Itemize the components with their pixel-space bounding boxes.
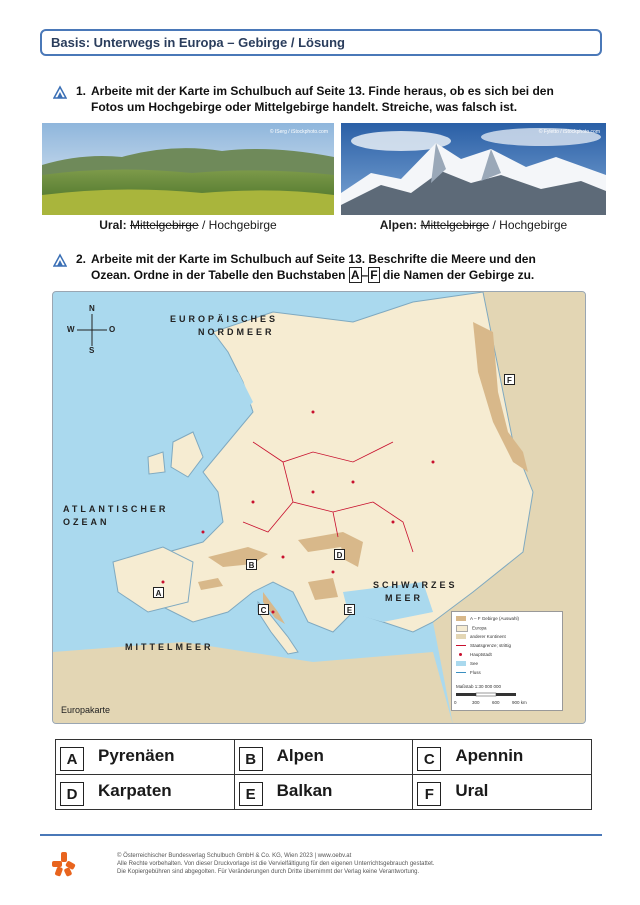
ural-landscape-image [42, 123, 334, 215]
legend-lake-label: See [470, 661, 479, 666]
map-letter-e: E [344, 604, 355, 615]
compass-south: S [89, 346, 95, 355]
legend-swatch [456, 616, 466, 621]
legend-lake [456, 661, 478, 667]
footer-line-2: Alle Rechte vorbehalten. Von dieser Druckvorlage ist die Vervielfältigung für den eigenen Unterrichtsgebrauch gestattet. [117, 861, 435, 867]
legend-mountains-label: Gebirge (Auswahl) [481, 616, 520, 621]
task-1-number: 1. [76, 84, 87, 98]
map-legend [451, 611, 563, 711]
scale-tick: 300 [472, 700, 480, 705]
legend-border [456, 643, 511, 649]
task-1-line-2: Fotos um Hochgebirge oder Mittelgebirge handelt. Streiche, was falsch ist. [91, 100, 518, 114]
label-black-sea-2: MEER [385, 593, 424, 603]
task-2-line-2-end: die Namen der Gebirge zu. [379, 268, 535, 282]
page-title: Basis: Unterwegs in Europa – Gebirge / Lösung [51, 35, 345, 50]
legend-swatch [456, 661, 466, 666]
footer-line-1: © Österreichischer Bundesverlag Schulbuch GmbH & Co. KG, Wien 2023 | www.oebv.at [117, 853, 352, 859]
scale-tick: 900 km [512, 700, 527, 705]
compass-east: O [109, 325, 116, 334]
map-letter-a: A [153, 587, 164, 598]
map-title: Europakarte [61, 705, 111, 715]
task-2-line-2-start: Ozean. Ordne in der Tabelle den Buchstaben [91, 268, 349, 282]
compass-rose [67, 304, 117, 354]
answer-cell [234, 740, 413, 775]
scale-ticks [454, 700, 554, 706]
label-mediterranean: MITTELMEER [125, 642, 214, 652]
legend-other-label: anderer Kontinent [470, 634, 506, 639]
label-atlantic-2: OZEAN [63, 517, 110, 527]
publisher-logo-icon [50, 850, 78, 878]
photo-alpen [341, 123, 606, 215]
photo-credit: © ISerg / iStockphoto.com [269, 129, 328, 135]
task-1-line-1: Arbeite mit der Karte im Schulbuch auf Seite 13. Finde heraus, ob es sich bei den [91, 84, 554, 98]
page-header [40, 29, 602, 56]
task-2-dash: – [361, 268, 369, 282]
answer-cell [56, 775, 235, 810]
pencil-task-icon [53, 253, 67, 267]
task-2-line-2 [91, 267, 534, 283]
answer-cell [56, 740, 235, 775]
answer-name: Apennin [455, 746, 524, 765]
answer-name: Pyrenäen [98, 746, 175, 765]
answer-table [55, 739, 592, 810]
answer-name: Ural [455, 781, 489, 800]
legend-swatch [459, 653, 462, 656]
caption-alpen-sep: / [489, 218, 500, 232]
answer-letter: D [60, 782, 84, 806]
compass-west: W [67, 325, 75, 334]
answer-letter: B [239, 747, 263, 771]
answer-letter: E [239, 782, 263, 806]
legend-swatch [456, 645, 466, 646]
legend-river-label: Fluss [470, 670, 481, 675]
letter-box-f: F [370, 268, 378, 282]
photo-credit: © Fyletto / iStockphoto.com [538, 129, 600, 135]
footer-text [117, 852, 435, 876]
task-2-line-1: Arbeite mit der Karte im Schulbuch auf Seite 13. Beschrifte die Meere und den [91, 252, 536, 266]
answer-letter: A [60, 747, 84, 771]
table-row [56, 775, 592, 810]
answer-letter: F [417, 782, 441, 806]
footer-divider [40, 834, 602, 836]
alps-landscape-image [341, 123, 606, 215]
map-letter-f: F [504, 374, 515, 385]
legend-capital-label: Hauptstadt [470, 652, 492, 657]
legend-other [456, 634, 506, 640]
legend-key: A – F [470, 616, 481, 621]
label-black-sea-1: SCHWARZES [373, 580, 458, 590]
scale-tick: 600 [492, 700, 500, 705]
caption-ural-name: Ural: [99, 218, 127, 232]
caption-alpen-struck: Mittelgebirge [420, 218, 490, 232]
europe-map [52, 291, 586, 724]
legend-scale: Maßstab 1:30 000 000 [456, 684, 502, 689]
map-letter-d: D [334, 549, 345, 560]
legend-mountains [456, 616, 519, 622]
label-nordmeer-1: EUROPÄISCHES [170, 314, 279, 324]
answer-letter: C [417, 747, 441, 771]
pencil-task-icon [53, 85, 67, 99]
scale-tick: 0 [454, 700, 457, 705]
label-nordmeer-2: NORDMEER [198, 327, 275, 337]
answer-name: Karpaten [98, 781, 172, 800]
legend-swatch [456, 672, 466, 673]
legend-europe [456, 625, 487, 631]
caption-ural [42, 218, 334, 232]
caption-ural-answer: Hochgebirge [208, 218, 277, 232]
legend-europe-label: Europa [472, 625, 487, 631]
legend-swatch [456, 634, 466, 639]
legend-capital [456, 652, 492, 658]
legend-swatch [456, 625, 468, 632]
label-atlantic-1: ATLANTISCHER [63, 504, 169, 514]
caption-ural-struck: Mittelgebirge [129, 218, 199, 232]
letter-box-a: A [350, 268, 360, 282]
photo-ural [42, 123, 334, 215]
map-letter-b: B [246, 559, 257, 570]
table-row [56, 740, 592, 775]
caption-alpen-name: Alpen: [379, 218, 418, 232]
answer-cell [413, 775, 592, 810]
compass-north: N [89, 304, 95, 313]
task-2-number: 2. [76, 252, 87, 266]
caption-ural-sep: / [198, 218, 209, 232]
legend-border-label: Staatsgrenze; strittig [470, 643, 512, 648]
answer-name: Balkan [276, 781, 333, 800]
map-letter-c: C [258, 604, 269, 615]
answer-name: Alpen [276, 746, 324, 765]
scale-bar [456, 692, 546, 698]
answer-cell [234, 775, 413, 810]
caption-alpen-answer: Hochgebirge [499, 218, 568, 232]
answer-cell [413, 740, 592, 775]
caption-alpen [341, 218, 606, 232]
legend-river [456, 670, 481, 676]
footer-line-3: Die Kopiergebühren sind abgegolten. Für Veränderungen durch Dritte übernimmt der Verlag keine Verantwortung. [117, 869, 420, 875]
